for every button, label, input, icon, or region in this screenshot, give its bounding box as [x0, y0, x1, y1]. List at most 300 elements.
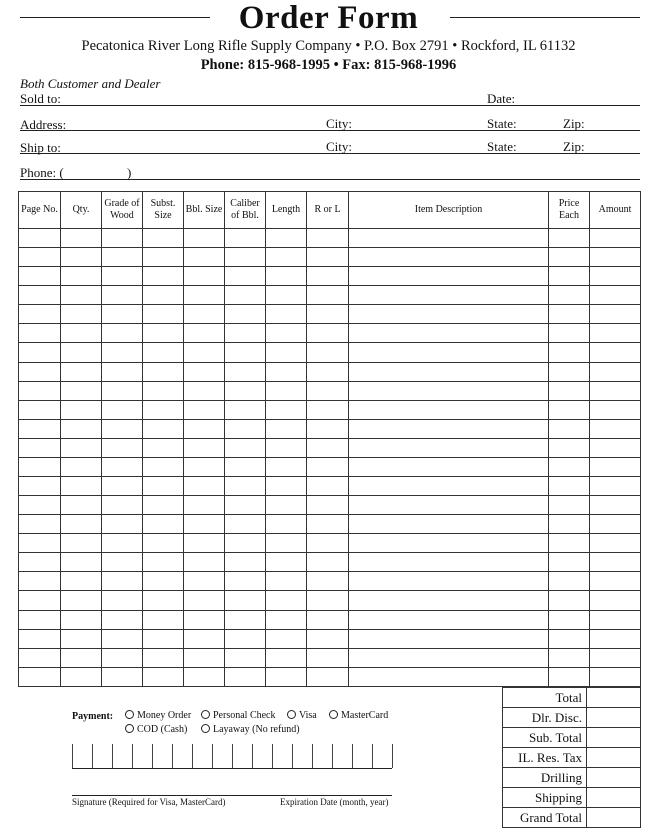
- table-cell[interactable]: [266, 400, 307, 419]
- table-cell[interactable]: [184, 400, 225, 419]
- payment-option-mastercard[interactable]: MasterCard: [329, 710, 388, 721]
- table-cell[interactable]: [102, 400, 143, 419]
- address-line[interactable]: [20, 130, 640, 131]
- table-cell[interactable]: [19, 419, 61, 438]
- table-cell[interactable]: [225, 286, 266, 305]
- table-cell[interactable]: [590, 324, 641, 343]
- table-cell[interactable]: [19, 324, 61, 343]
- table-cell[interactable]: [19, 305, 61, 324]
- table-cell[interactable]: [184, 515, 225, 534]
- table-cell[interactable]: [184, 381, 225, 400]
- table-cell[interactable]: [143, 477, 184, 496]
- table-cell[interactable]: [349, 515, 549, 534]
- table-cell[interactable]: [143, 381, 184, 400]
- table-cell[interactable]: [225, 419, 266, 438]
- table-cell[interactable]: [143, 496, 184, 515]
- table-cell[interactable]: [61, 534, 102, 553]
- table-cell[interactable]: [590, 438, 641, 457]
- phone-line[interactable]: [20, 179, 640, 180]
- table-cell[interactable]: [349, 305, 549, 324]
- table-cell[interactable]: [266, 362, 307, 381]
- table-cell[interactable]: [307, 477, 349, 496]
- table-cell[interactable]: [349, 324, 549, 343]
- table-cell[interactable]: [590, 286, 641, 305]
- table-cell[interactable]: [143, 343, 184, 362]
- table-cell[interactable]: [19, 496, 61, 515]
- table-cell[interactable]: [266, 343, 307, 362]
- payment-option-cod[interactable]: COD (Cash): [125, 724, 187, 735]
- items-table: [18, 191, 641, 687]
- table-cell[interactable]: [225, 515, 266, 534]
- table-cell[interactable]: [307, 229, 349, 248]
- table-cell[interactable]: [102, 667, 143, 686]
- table-cell[interactable]: [19, 229, 61, 248]
- table-cell[interactable]: [225, 267, 266, 286]
- table-cell[interactable]: [61, 286, 102, 305]
- table-cell[interactable]: [184, 534, 225, 553]
- table-cell[interactable]: [266, 591, 307, 610]
- table-cell[interactable]: [143, 572, 184, 591]
- payment-option-layaway[interactable]: Layaway (No refund): [201, 724, 300, 735]
- table-cell[interactable]: [184, 343, 225, 362]
- table-cell[interactable]: [307, 286, 349, 305]
- table-cell[interactable]: [19, 648, 61, 667]
- table-cell[interactable]: [184, 667, 225, 686]
- table-cell[interactable]: [102, 496, 143, 515]
- table-cell[interactable]: [590, 381, 641, 400]
- table-cell[interactable]: [19, 667, 61, 686]
- table-cell[interactable]: [19, 400, 61, 419]
- table-cell[interactable]: [225, 572, 266, 591]
- table-cell[interactable]: [19, 477, 61, 496]
- table-cell[interactable]: [590, 553, 641, 572]
- table-cell[interactable]: [143, 610, 184, 629]
- table-cell[interactable]: [61, 610, 102, 629]
- table-cell[interactable]: [549, 229, 590, 248]
- table-cell[interactable]: [590, 667, 641, 686]
- table-cell[interactable]: [19, 610, 61, 629]
- table-cell[interactable]: [349, 629, 549, 648]
- table-cell[interactable]: [61, 553, 102, 572]
- table-cell[interactable]: [61, 400, 102, 419]
- table-cell[interactable]: [307, 438, 349, 457]
- table-cell[interactable]: [307, 610, 349, 629]
- table-cell[interactable]: [349, 267, 549, 286]
- table-cell[interactable]: [61, 419, 102, 438]
- table-cell[interactable]: [266, 534, 307, 553]
- totals-value[interactable]: [587, 808, 641, 828]
- address-label: Address:: [20, 117, 67, 132]
- table-cell[interactable]: [61, 343, 102, 362]
- table-cell[interactable]: [307, 419, 349, 438]
- table-cell[interactable]: [549, 343, 590, 362]
- table-cell[interactable]: [549, 324, 590, 343]
- table-cell[interactable]: [143, 515, 184, 534]
- table-cell[interactable]: [225, 229, 266, 248]
- table-cell[interactable]: [349, 610, 549, 629]
- table-cell[interactable]: [549, 419, 590, 438]
- table-cell[interactable]: [590, 496, 641, 515]
- table-cell[interactable]: [549, 667, 590, 686]
- table-cell[interactable]: [349, 286, 549, 305]
- table-cell[interactable]: [102, 553, 143, 572]
- table-cell[interactable]: [143, 667, 184, 686]
- table-cell[interactable]: [349, 591, 549, 610]
- table-cell[interactable]: [143, 534, 184, 553]
- table-cell[interactable]: [225, 477, 266, 496]
- totals-row: [503, 788, 641, 808]
- table-cell[interactable]: [590, 648, 641, 667]
- table-cell[interactable]: [19, 629, 61, 648]
- table-cell[interactable]: [590, 267, 641, 286]
- table-cell[interactable]: [349, 343, 549, 362]
- table-cell[interactable]: [266, 515, 307, 534]
- table-cell[interactable]: [307, 648, 349, 667]
- table-cell[interactable]: [549, 362, 590, 381]
- table-cell[interactable]: [19, 591, 61, 610]
- table-cell[interactable]: [225, 457, 266, 476]
- table-cell[interactable]: [184, 496, 225, 515]
- table-cell[interactable]: [225, 381, 266, 400]
- card-digit-divider: [152, 744, 153, 768]
- table-cell[interactable]: [61, 496, 102, 515]
- table-cell[interactable]: [102, 477, 143, 496]
- header-item-description: Item Description: [349, 192, 549, 229]
- card-digit-divider: [72, 744, 73, 768]
- table-cell[interactable]: [184, 286, 225, 305]
- table-cell[interactable]: [102, 267, 143, 286]
- table-cell[interactable]: [61, 324, 102, 343]
- table-cell[interactable]: [225, 648, 266, 667]
- table-cell[interactable]: [307, 572, 349, 591]
- table-cell[interactable]: [590, 477, 641, 496]
- table-cell[interactable]: [61, 362, 102, 381]
- table-cell[interactable]: [266, 572, 307, 591]
- table-cell[interactable]: [143, 248, 184, 267]
- table-cell[interactable]: [307, 324, 349, 343]
- table-cell[interactable]: [184, 248, 225, 267]
- table-cell[interactable]: [266, 229, 307, 248]
- table-cell[interactable]: [102, 229, 143, 248]
- table-row: [19, 381, 641, 400]
- table-cell[interactable]: [102, 286, 143, 305]
- table-cell[interactable]: [225, 305, 266, 324]
- table-cell[interactable]: [19, 362, 61, 381]
- table-cell[interactable]: [61, 457, 102, 476]
- signature-line[interactable]: [72, 795, 392, 796]
- table-cell[interactable]: [549, 515, 590, 534]
- table-cell[interactable]: [266, 457, 307, 476]
- table-cell[interactable]: [143, 419, 184, 438]
- table-cell[interactable]: [19, 381, 61, 400]
- table-cell[interactable]: [61, 229, 102, 248]
- table-cell[interactable]: [266, 477, 307, 496]
- table-cell[interactable]: [307, 457, 349, 476]
- table-cell[interactable]: [266, 648, 307, 667]
- table-cell[interactable]: [19, 515, 61, 534]
- table-cell[interactable]: [549, 610, 590, 629]
- table-cell[interactable]: [349, 572, 549, 591]
- table-cell[interactable]: [549, 286, 590, 305]
- card-digit-divider: [252, 744, 253, 768]
- table-cell[interactable]: [225, 496, 266, 515]
- table-cell[interactable]: [184, 553, 225, 572]
- table-cell[interactable]: [102, 381, 143, 400]
- table-cell[interactable]: [590, 362, 641, 381]
- table-cell[interactable]: [307, 629, 349, 648]
- header-qty: Qty.: [61, 192, 102, 229]
- table-cell[interactable]: [143, 648, 184, 667]
- table-cell[interactable]: [307, 267, 349, 286]
- table-cell[interactable]: [19, 553, 61, 572]
- table-cell[interactable]: [349, 362, 549, 381]
- table-cell[interactable]: [19, 286, 61, 305]
- payment-option-visa[interactable]: Visa: [287, 710, 317, 721]
- table-cell[interactable]: [184, 362, 225, 381]
- table-cell[interactable]: [225, 248, 266, 267]
- table-cell[interactable]: [266, 419, 307, 438]
- table-cell[interactable]: [549, 248, 590, 267]
- table-cell[interactable]: [184, 629, 225, 648]
- table-cell[interactable]: [349, 667, 549, 686]
- table-cell[interactable]: [102, 438, 143, 457]
- table-row: [19, 305, 641, 324]
- table-cell[interactable]: [590, 229, 641, 248]
- table-cell[interactable]: [590, 400, 641, 419]
- table-cell[interactable]: [225, 400, 266, 419]
- table-cell[interactable]: [143, 591, 184, 610]
- table-cell[interactable]: [266, 667, 307, 686]
- table-cell[interactable]: [590, 457, 641, 476]
- table-cell[interactable]: [143, 362, 184, 381]
- table-cell[interactable]: [590, 515, 641, 534]
- table-cell[interactable]: [349, 248, 549, 267]
- card-digit-divider: [92, 744, 93, 768]
- table-cell[interactable]: [266, 381, 307, 400]
- table-cell[interactable]: [19, 572, 61, 591]
- table-cell[interactable]: [225, 629, 266, 648]
- table-cell[interactable]: [19, 343, 61, 362]
- table-cell[interactable]: [225, 324, 266, 343]
- card-digit-divider: [352, 744, 353, 768]
- payment-option-money-order[interactable]: Money Order: [125, 710, 191, 721]
- table-cell[interactable]: [184, 305, 225, 324]
- table-cell[interactable]: [266, 496, 307, 515]
- table-cell[interactable]: [61, 248, 102, 267]
- table-cell[interactable]: [184, 477, 225, 496]
- table-cell[interactable]: [184, 324, 225, 343]
- table-cell[interactable]: [184, 267, 225, 286]
- table-cell[interactable]: [549, 553, 590, 572]
- table-cell[interactable]: [102, 324, 143, 343]
- table-cell[interactable]: [102, 591, 143, 610]
- table-cell[interactable]: [61, 515, 102, 534]
- table-cell[interactable]: [349, 457, 549, 476]
- table-cell[interactable]: [19, 248, 61, 267]
- table-cell[interactable]: [225, 534, 266, 553]
- totals-value[interactable]: [587, 708, 641, 728]
- table-cell[interactable]: [61, 667, 102, 686]
- table-cell[interactable]: [61, 591, 102, 610]
- table-cell[interactable]: [102, 534, 143, 553]
- table-cell[interactable]: [143, 267, 184, 286]
- sold-to-label: Sold to:: [20, 91, 61, 106]
- table-cell[interactable]: [590, 572, 641, 591]
- table-cell[interactable]: [307, 305, 349, 324]
- table-cell[interactable]: [102, 305, 143, 324]
- table-cell[interactable]: [61, 267, 102, 286]
- table-cell[interactable]: [143, 457, 184, 476]
- table-cell[interactable]: [61, 629, 102, 648]
- table-cell[interactable]: [266, 610, 307, 629]
- table-row: [19, 400, 641, 419]
- table-cell[interactable]: [549, 572, 590, 591]
- table-cell[interactable]: [143, 438, 184, 457]
- table-cell[interactable]: [61, 305, 102, 324]
- table-cell[interactable]: [590, 343, 641, 362]
- table-cell[interactable]: [102, 610, 143, 629]
- table-cell[interactable]: [19, 267, 61, 286]
- table-cell[interactable]: [19, 534, 61, 553]
- table-cell[interactable]: [184, 610, 225, 629]
- table-cell[interactable]: [549, 648, 590, 667]
- table-cell[interactable]: [349, 419, 549, 438]
- table-cell[interactable]: [102, 648, 143, 667]
- table-cell[interactable]: [307, 381, 349, 400]
- table-cell[interactable]: [19, 438, 61, 457]
- table-cell[interactable]: [143, 286, 184, 305]
- table-cell[interactable]: [184, 229, 225, 248]
- table-cell[interactable]: [143, 400, 184, 419]
- table-cell[interactable]: [349, 477, 549, 496]
- table-cell[interactable]: [19, 457, 61, 476]
- table-cell[interactable]: [102, 515, 143, 534]
- table-cell[interactable]: [102, 362, 143, 381]
- table-cell[interactable]: [549, 438, 590, 457]
- table-cell[interactable]: [307, 496, 349, 515]
- table-cell[interactable]: [143, 229, 184, 248]
- table-cell[interactable]: [266, 629, 307, 648]
- payment-option-personal-check[interactable]: Personal Check: [201, 710, 276, 721]
- table-cell[interactable]: [590, 248, 641, 267]
- table-cell[interactable]: [266, 324, 307, 343]
- table-cell[interactable]: [590, 534, 641, 553]
- table-cell[interactable]: [349, 438, 549, 457]
- table-cell[interactable]: [549, 629, 590, 648]
- table-cell[interactable]: [349, 553, 549, 572]
- table-cell[interactable]: [549, 381, 590, 400]
- table-cell[interactable]: [184, 419, 225, 438]
- table-cell[interactable]: [549, 591, 590, 610]
- table-cell[interactable]: [349, 229, 549, 248]
- table-cell[interactable]: [61, 381, 102, 400]
- table-cell[interactable]: [349, 648, 549, 667]
- table-cell[interactable]: [307, 534, 349, 553]
- table-cell[interactable]: [225, 591, 266, 610]
- table-cell[interactable]: [549, 534, 590, 553]
- card-digit-divider: [392, 744, 393, 768]
- table-cell[interactable]: [102, 248, 143, 267]
- totals-value[interactable]: [587, 768, 641, 788]
- table-cell[interactable]: [61, 648, 102, 667]
- table-cell[interactable]: [349, 496, 549, 515]
- table-cell[interactable]: [102, 343, 143, 362]
- table-cell[interactable]: [307, 343, 349, 362]
- table-cell[interactable]: [143, 629, 184, 648]
- table-cell[interactable]: [549, 400, 590, 419]
- table-cell[interactable]: [143, 324, 184, 343]
- table-cell[interactable]: [549, 496, 590, 515]
- table-cell[interactable]: [349, 400, 549, 419]
- totals-value[interactable]: [587, 688, 641, 708]
- table-cell[interactable]: [225, 667, 266, 686]
- table-cell[interactable]: [102, 572, 143, 591]
- table-cell[interactable]: [225, 362, 266, 381]
- table-cell[interactable]: [266, 305, 307, 324]
- table-cell[interactable]: [184, 591, 225, 610]
- table-cell[interactable]: [549, 477, 590, 496]
- table-cell[interactable]: [225, 438, 266, 457]
- card-digit-divider: [232, 744, 233, 768]
- table-cell[interactable]: [307, 515, 349, 534]
- table-cell[interactable]: [307, 362, 349, 381]
- table-row: [19, 438, 641, 457]
- table-cell[interactable]: [307, 553, 349, 572]
- table-cell[interactable]: [266, 553, 307, 572]
- table-cell[interactable]: [590, 629, 641, 648]
- table-cell[interactable]: [61, 438, 102, 457]
- totals-value[interactable]: [587, 748, 641, 768]
- table-cell[interactable]: [266, 438, 307, 457]
- table-cell[interactable]: [143, 553, 184, 572]
- table-cell[interactable]: [590, 591, 641, 610]
- table-cell[interactable]: [102, 419, 143, 438]
- table-cell[interactable]: [549, 267, 590, 286]
- table-cell[interactable]: [590, 419, 641, 438]
- table-cell[interactable]: [184, 572, 225, 591]
- sold-to-line[interactable]: [20, 105, 640, 106]
- table-cell[interactable]: [549, 457, 590, 476]
- table-cell[interactable]: [61, 477, 102, 496]
- table-cell[interactable]: [266, 267, 307, 286]
- ship-to-line[interactable]: [20, 153, 640, 154]
- table-cell[interactable]: [102, 629, 143, 648]
- table-cell[interactable]: [184, 648, 225, 667]
- table-cell[interactable]: [61, 572, 102, 591]
- table-cell[interactable]: [266, 248, 307, 267]
- table-cell[interactable]: [143, 305, 184, 324]
- table-cell[interactable]: [266, 286, 307, 305]
- table-cell[interactable]: [307, 400, 349, 419]
- table-cell[interactable]: [349, 381, 549, 400]
- table-cell[interactable]: [307, 667, 349, 686]
- table-cell[interactable]: [225, 610, 266, 629]
- totals-value[interactable]: [587, 788, 641, 808]
- table-cell[interactable]: [225, 553, 266, 572]
- table-cell[interactable]: [102, 457, 143, 476]
- table-cell[interactable]: [225, 343, 266, 362]
- table-cell[interactable]: [590, 610, 641, 629]
- table-cell[interactable]: [184, 457, 225, 476]
- card-digit-divider: [312, 744, 313, 768]
- totals-value[interactable]: [587, 728, 641, 748]
- table-cell[interactable]: [349, 534, 549, 553]
- table-cell[interactable]: [590, 305, 641, 324]
- table-cell[interactable]: [307, 248, 349, 267]
- table-cell[interactable]: [307, 591, 349, 610]
- table-cell[interactable]: [549, 305, 590, 324]
- table-cell[interactable]: [184, 438, 225, 457]
